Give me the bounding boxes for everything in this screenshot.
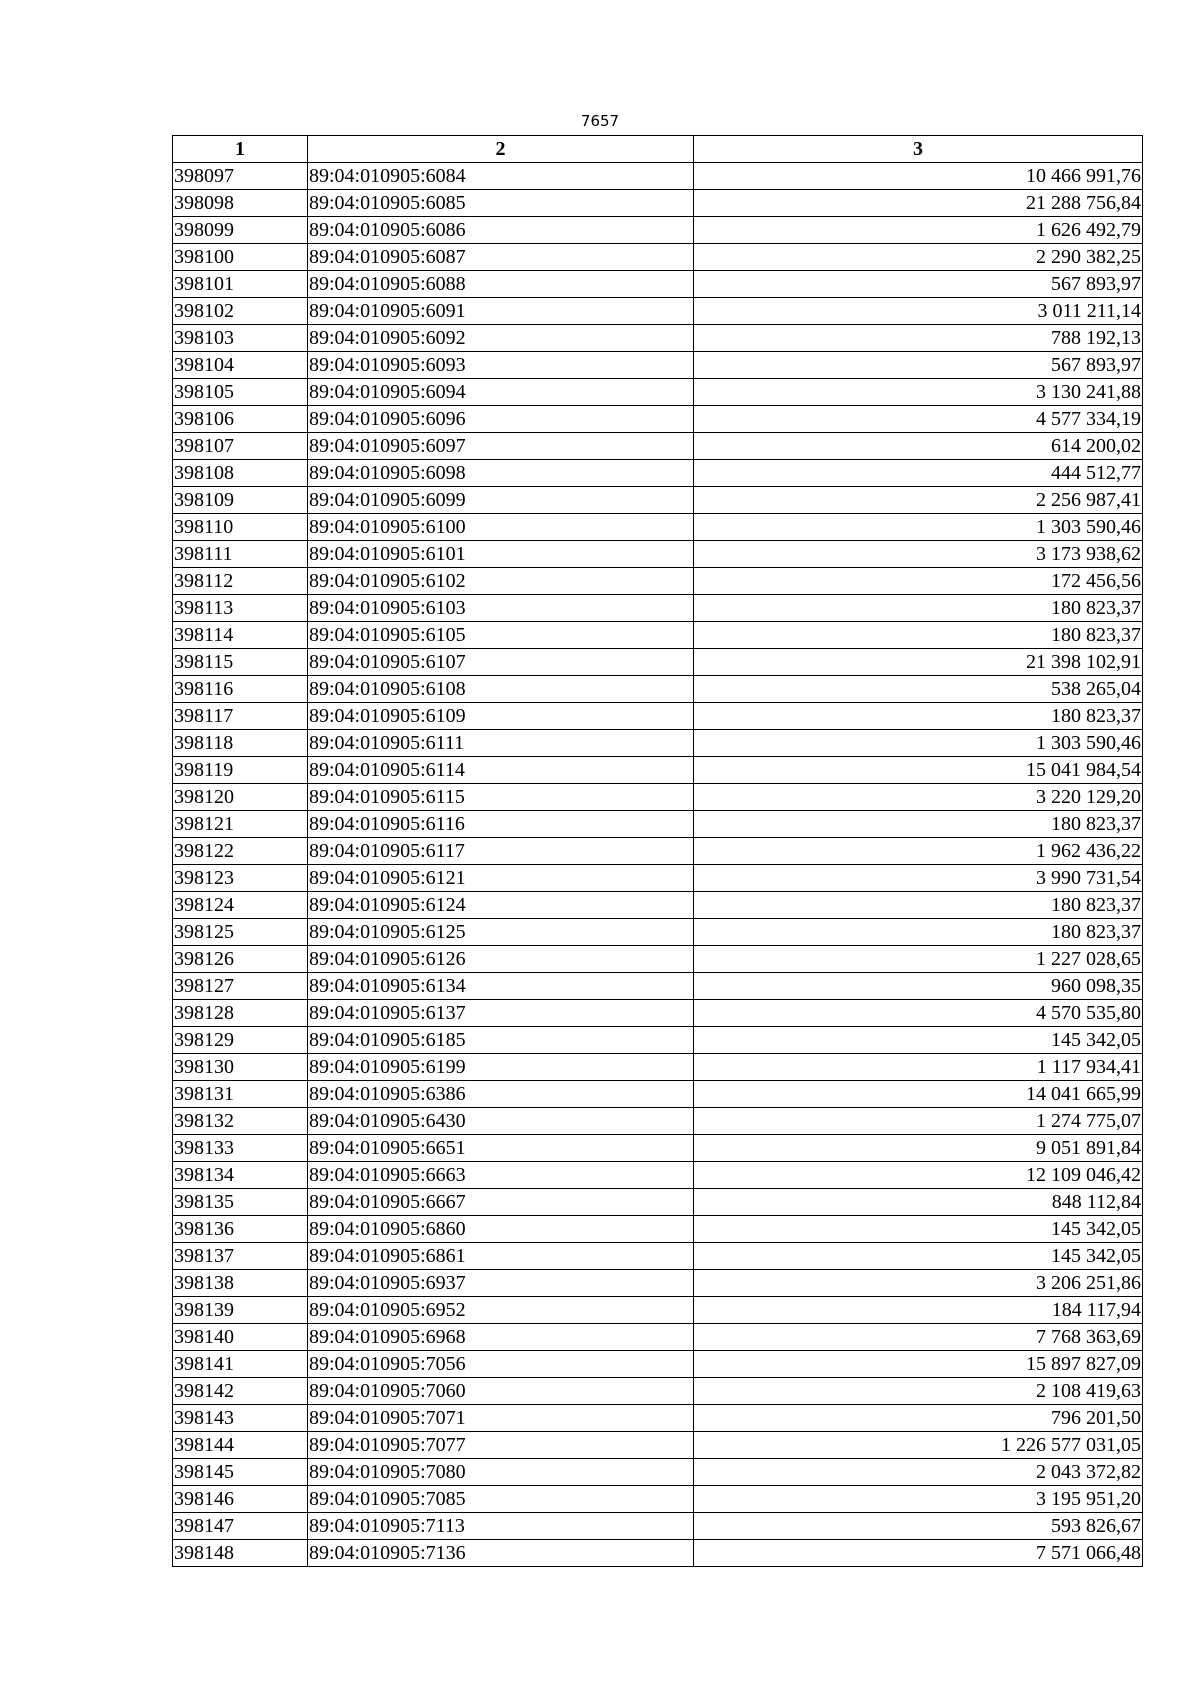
table-row [173, 1459, 1143, 1486]
row-number-cell: 398132 [173, 1108, 308, 1135]
value-cell: 180 823,37 [694, 811, 1143, 838]
value-cell: 1 303 590,46 [694, 730, 1143, 757]
cadastral-number-cell: 89:04:010905:6098 [308, 460, 694, 487]
cadastral-number-cell: 89:04:010905:6097 [308, 433, 694, 460]
row-number-cell: 398142 [173, 1378, 308, 1405]
row-number-cell: 398103 [173, 325, 308, 352]
value-cell: 21 288 756,84 [694, 190, 1143, 217]
table-row [173, 1000, 1143, 1027]
cadastral-number-cell: 89:04:010905:7077 [308, 1432, 694, 1459]
cadastral-number-cell: 89:04:010905:6096 [308, 406, 694, 433]
table-row [173, 919, 1143, 946]
value-cell: 3 220 129,20 [694, 784, 1143, 811]
cadastral-number-cell: 89:04:010905:6105 [308, 622, 694, 649]
table-row [173, 838, 1143, 865]
cadastral-number-cell: 89:04:010905:6667 [308, 1189, 694, 1216]
value-cell: 614 200,02 [694, 433, 1143, 460]
row-number-cell: 398114 [173, 622, 308, 649]
value-cell: 2 256 987,41 [694, 487, 1143, 514]
cadastral-number-cell: 89:04:010905:6087 [308, 244, 694, 271]
row-number-cell: 398099 [173, 217, 308, 244]
value-cell: 14 041 665,99 [694, 1081, 1143, 1108]
cadastral-number-cell: 89:04:010905:6115 [308, 784, 694, 811]
table-row [173, 892, 1143, 919]
cadastral-number-cell: 89:04:010905:6100 [308, 514, 694, 541]
value-cell: 172 456,56 [694, 568, 1143, 595]
cadastral-number-cell: 89:04:010905:7136 [308, 1540, 694, 1567]
cadastral-number-cell: 89:04:010905:6430 [308, 1108, 694, 1135]
cadastral-number-cell: 89:04:010905:6088 [308, 271, 694, 298]
cadastral-number-cell: 89:04:010905:7080 [308, 1459, 694, 1486]
row-number-cell: 398135 [173, 1189, 308, 1216]
table-row [173, 163, 1143, 190]
cadastral-number-cell: 89:04:010905:6094 [308, 379, 694, 406]
value-cell: 15 897 827,09 [694, 1351, 1143, 1378]
cadastral-number-cell: 89:04:010905:7113 [308, 1513, 694, 1540]
value-cell: 7 768 363,69 [694, 1324, 1143, 1351]
column-header-2: 2 [308, 136, 694, 163]
table-row [173, 325, 1143, 352]
table-row [173, 379, 1143, 406]
value-cell: 4 570 535,80 [694, 1000, 1143, 1027]
row-number-cell: 398120 [173, 784, 308, 811]
cadastral-number-cell: 89:04:010905:6084 [308, 163, 694, 190]
cadastral-number-cell: 89:04:010905:7071 [308, 1405, 694, 1432]
value-cell: 1 227 028,65 [694, 946, 1143, 973]
value-cell: 2 290 382,25 [694, 244, 1143, 271]
row-number-cell: 398139 [173, 1297, 308, 1324]
cadastral-number-cell: 89:04:010905:6134 [308, 973, 694, 1000]
value-cell: 12 109 046,42 [694, 1162, 1143, 1189]
row-number-cell: 398133 [173, 1135, 308, 1162]
table-row [173, 1270, 1143, 1297]
value-cell: 788 192,13 [694, 325, 1143, 352]
table-row [173, 1027, 1143, 1054]
row-number-cell: 398130 [173, 1054, 308, 1081]
table-row [173, 811, 1143, 838]
value-cell: 9 051 891,84 [694, 1135, 1143, 1162]
table-row [173, 1243, 1143, 1270]
cadastral-number-cell: 89:04:010905:6116 [308, 811, 694, 838]
value-cell: 2 108 419,63 [694, 1378, 1143, 1405]
value-cell: 3 130 241,88 [694, 379, 1143, 406]
value-cell: 10 466 991,76 [694, 163, 1143, 190]
column-header-1: 1 [173, 136, 308, 163]
value-cell: 960 098,35 [694, 973, 1143, 1000]
row-number-cell: 398124 [173, 892, 308, 919]
value-cell: 3 206 251,86 [694, 1270, 1143, 1297]
table-row [173, 271, 1143, 298]
value-cell: 145 342,05 [694, 1216, 1143, 1243]
value-cell: 1 117 934,41 [694, 1054, 1143, 1081]
cadastral-number-cell: 89:04:010905:6386 [308, 1081, 694, 1108]
row-number-cell: 398107 [173, 433, 308, 460]
value-cell: 180 823,37 [694, 622, 1143, 649]
cadastral-number-cell: 89:04:010905:6185 [308, 1027, 694, 1054]
value-cell: 1 962 436,22 [694, 838, 1143, 865]
row-number-cell: 398112 [173, 568, 308, 595]
cadastral-number-cell: 89:04:010905:6109 [308, 703, 694, 730]
table-row [173, 622, 1143, 649]
cadastral-number-cell: 89:04:010905:6111 [308, 730, 694, 757]
cadastral-number-cell: 89:04:010905:6091 [308, 298, 694, 325]
value-cell: 538 265,04 [694, 676, 1143, 703]
value-cell: 4 577 334,19 [694, 406, 1143, 433]
cadastral-number-cell: 89:04:010905:6092 [308, 325, 694, 352]
row-number-cell: 398100 [173, 244, 308, 271]
cadastral-number-cell: 89:04:010905:6121 [308, 865, 694, 892]
table-row [173, 1189, 1143, 1216]
cadastral-number-cell: 89:04:010905:6952 [308, 1297, 694, 1324]
value-cell: 567 893,97 [694, 352, 1143, 379]
row-number-cell: 398102 [173, 298, 308, 325]
row-number-cell: 398111 [173, 541, 308, 568]
value-cell: 796 201,50 [694, 1405, 1143, 1432]
row-number-cell: 398116 [173, 676, 308, 703]
row-number-cell: 398113 [173, 595, 308, 622]
value-cell: 7 571 066,48 [694, 1540, 1143, 1567]
cadastral-number-cell: 89:04:010905:6102 [308, 568, 694, 595]
table-row [173, 1135, 1143, 1162]
row-number-cell: 398108 [173, 460, 308, 487]
row-number-cell: 398125 [173, 919, 308, 946]
cadastral-number-cell: 89:04:010905:6968 [308, 1324, 694, 1351]
cadastral-number-cell: 89:04:010905:7056 [308, 1351, 694, 1378]
table-row [173, 676, 1143, 703]
cadastral-number-cell: 89:04:010905:6107 [308, 649, 694, 676]
cadastral-number-cell: 89:04:010905:6108 [308, 676, 694, 703]
row-number-cell: 398119 [173, 757, 308, 784]
table-row [173, 1378, 1143, 1405]
table-row [173, 190, 1143, 217]
table-row [173, 406, 1143, 433]
table-header-row [173, 136, 1143, 163]
row-number-cell: 398109 [173, 487, 308, 514]
table-row [173, 973, 1143, 1000]
row-number-cell: 398098 [173, 190, 308, 217]
value-cell: 444 512,77 [694, 460, 1143, 487]
row-number-cell: 398121 [173, 811, 308, 838]
row-number-cell: 398147 [173, 1513, 308, 1540]
table-row [173, 649, 1143, 676]
cadastral-number-cell: 89:04:010905:6860 [308, 1216, 694, 1243]
value-cell: 1 226 577 031,05 [694, 1432, 1143, 1459]
cadastral-number-cell: 89:04:010905:6085 [308, 190, 694, 217]
cadastral-number-cell: 89:04:010905:6663 [308, 1162, 694, 1189]
row-number-cell: 398145 [173, 1459, 308, 1486]
table-row [173, 1216, 1143, 1243]
table-row [173, 784, 1143, 811]
cadastral-number-cell: 89:04:010905:7085 [308, 1486, 694, 1513]
value-cell: 184 117,94 [694, 1297, 1143, 1324]
cadastral-number-cell: 89:04:010905:6124 [308, 892, 694, 919]
table-row [173, 433, 1143, 460]
register-table [172, 135, 1143, 1567]
table-row [173, 1081, 1143, 1108]
cadastral-number-cell: 89:04:010905:6114 [308, 757, 694, 784]
cadastral-number-cell: 89:04:010905:6125 [308, 919, 694, 946]
value-cell: 1 274 775,07 [694, 1108, 1143, 1135]
value-cell: 180 823,37 [694, 595, 1143, 622]
cadastral-number-cell: 89:04:010905:6199 [308, 1054, 694, 1081]
table-row [173, 352, 1143, 379]
table-row [173, 730, 1143, 757]
row-number-cell: 398118 [173, 730, 308, 757]
row-number-cell: 398146 [173, 1486, 308, 1513]
row-number-cell: 398101 [173, 271, 308, 298]
table-row [173, 1540, 1143, 1567]
row-number-cell: 398136 [173, 1216, 308, 1243]
cadastral-number-cell: 89:04:010905:6651 [308, 1135, 694, 1162]
table-row [173, 946, 1143, 973]
cadastral-number-cell: 89:04:010905:6861 [308, 1243, 694, 1270]
row-number-cell: 398131 [173, 1081, 308, 1108]
row-number-cell: 398127 [173, 973, 308, 1000]
table-row [173, 865, 1143, 892]
value-cell: 1 303 590,46 [694, 514, 1143, 541]
cadastral-number-cell: 89:04:010905:6101 [308, 541, 694, 568]
value-cell: 180 823,37 [694, 703, 1143, 730]
row-number-cell: 398122 [173, 838, 308, 865]
value-cell: 1 626 492,79 [694, 217, 1143, 244]
value-cell: 180 823,37 [694, 919, 1143, 946]
table-row [173, 1297, 1143, 1324]
row-number-cell: 398105 [173, 379, 308, 406]
row-number-cell: 398115 [173, 649, 308, 676]
cadastral-number-cell: 89:04:010905:6093 [308, 352, 694, 379]
cadastral-number-cell: 89:04:010905:6099 [308, 487, 694, 514]
table-row [173, 1513, 1143, 1540]
value-cell: 21 398 102,91 [694, 649, 1143, 676]
cadastral-number-cell: 89:04:010905:7060 [308, 1378, 694, 1405]
row-number-cell: 398128 [173, 1000, 308, 1027]
table-row [173, 1405, 1143, 1432]
value-cell: 3 173 938,62 [694, 541, 1143, 568]
row-number-cell: 398097 [173, 163, 308, 190]
table-row [173, 1324, 1143, 1351]
column-header-3: 3 [694, 136, 1143, 163]
table-row [173, 1162, 1143, 1189]
table-row [173, 487, 1143, 514]
table-row [173, 298, 1143, 325]
table-row [173, 541, 1143, 568]
page-number: 7657 [580, 112, 620, 130]
table-body [173, 163, 1143, 1567]
value-cell: 593 826,67 [694, 1513, 1143, 1540]
row-number-cell: 398104 [173, 352, 308, 379]
table-row [173, 1486, 1143, 1513]
row-number-cell: 398123 [173, 865, 308, 892]
value-cell: 3 990 731,54 [694, 865, 1143, 892]
cadastral-number-cell: 89:04:010905:6137 [308, 1000, 694, 1027]
cadastral-number-cell: 89:04:010905:6086 [308, 217, 694, 244]
table-row [173, 244, 1143, 271]
row-number-cell: 398143 [173, 1405, 308, 1432]
value-cell: 3 011 211,14 [694, 298, 1143, 325]
table-row [173, 703, 1143, 730]
cadastral-number-cell: 89:04:010905:6126 [308, 946, 694, 973]
row-number-cell: 398106 [173, 406, 308, 433]
row-number-cell: 398148 [173, 1540, 308, 1567]
cadastral-number-cell: 89:04:010905:6937 [308, 1270, 694, 1297]
cadastral-number-cell: 89:04:010905:6117 [308, 838, 694, 865]
value-cell: 180 823,37 [694, 892, 1143, 919]
row-number-cell: 398140 [173, 1324, 308, 1351]
table-row [173, 595, 1143, 622]
table-row [173, 757, 1143, 784]
row-number-cell: 398144 [173, 1432, 308, 1459]
row-number-cell: 398138 [173, 1270, 308, 1297]
table-row [173, 1351, 1143, 1378]
row-number-cell: 398117 [173, 703, 308, 730]
table-row [173, 568, 1143, 595]
table-row [173, 514, 1143, 541]
table-row [173, 1054, 1143, 1081]
value-cell: 15 041 984,54 [694, 757, 1143, 784]
value-cell: 3 195 951,20 [694, 1486, 1143, 1513]
table-row [173, 1108, 1143, 1135]
value-cell: 145 342,05 [694, 1027, 1143, 1054]
row-number-cell: 398126 [173, 946, 308, 973]
row-number-cell: 398110 [173, 514, 308, 541]
row-number-cell: 398129 [173, 1027, 308, 1054]
table-row [173, 217, 1143, 244]
value-cell: 848 112,84 [694, 1189, 1143, 1216]
table-row [173, 460, 1143, 487]
row-number-cell: 398137 [173, 1243, 308, 1270]
cadastral-number-cell: 89:04:010905:6103 [308, 595, 694, 622]
value-cell: 145 342,05 [694, 1243, 1143, 1270]
row-number-cell: 398134 [173, 1162, 308, 1189]
table-row [173, 1432, 1143, 1459]
value-cell: 567 893,97 [694, 271, 1143, 298]
row-number-cell: 398141 [173, 1351, 308, 1378]
value-cell: 2 043 372,82 [694, 1459, 1143, 1486]
